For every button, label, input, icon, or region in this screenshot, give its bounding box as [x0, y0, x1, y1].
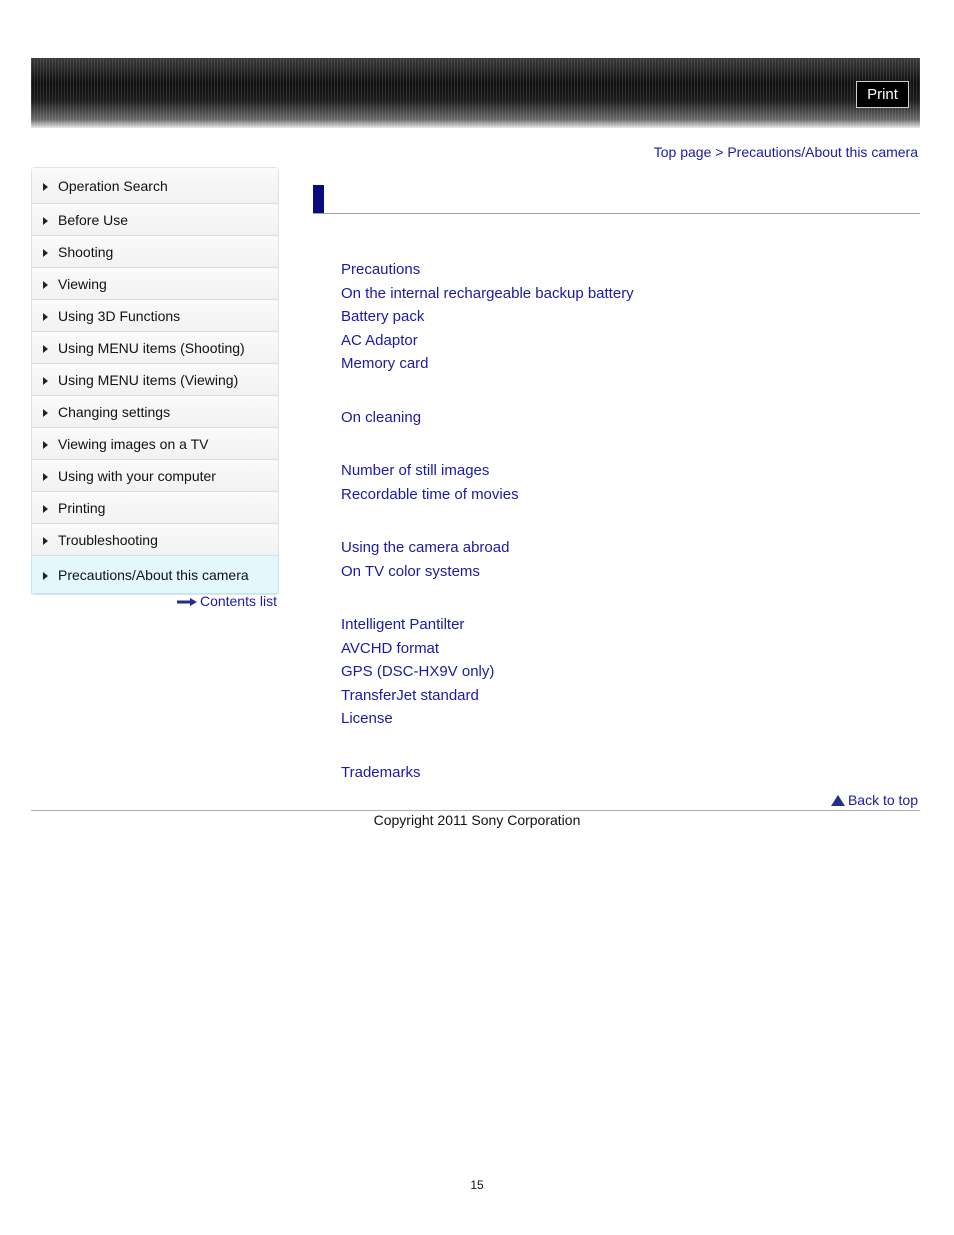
sidebar-nav [31, 167, 279, 595]
sidebar-item-precautions[interactable] [31, 555, 279, 594]
footer-divider [31, 810, 920, 811]
contents-list-label: Contents list [199, 593, 277, 609]
sidebar-item-label: Viewing [58, 275, 107, 292]
header-banner [31, 58, 920, 128]
sidebar-item-printing[interactable] [32, 492, 278, 524]
sidebar-item-label: Precautions/About this camera [58, 566, 249, 583]
sidebar-item-menu-viewing[interactable] [32, 364, 278, 396]
sidebar-item-label: Printing [58, 499, 106, 516]
link-gps[interactable]: GPS (DSC-HX9V only) [341, 663, 495, 680]
sidebar-item-label: Operation Search [58, 177, 168, 194]
link-camera-abroad[interactable]: Using the camera abroad [341, 539, 510, 556]
sidebar-item-operation-search[interactable] [32, 168, 278, 204]
page-number: 15 [470, 1178, 484, 1192]
link-on-cleaning[interactable]: On cleaning [341, 408, 422, 426]
arrow-right-icon [43, 183, 48, 191]
link-group [341, 258, 901, 376]
link-recordable-time[interactable]: Recordable time of movies [341, 485, 519, 503]
arrow-right-icon [43, 441, 48, 449]
triangle-up-icon [831, 795, 845, 806]
contents-list-link[interactable] [175, 593, 277, 609]
link-group [341, 761, 901, 785]
sidebar-item-label: Changing settings [58, 403, 171, 420]
topic-links [341, 258, 901, 814]
sidebar-item-label: Viewing images on a TV [58, 435, 209, 452]
arrow-right-icon [177, 598, 197, 606]
link-ac-adaptor[interactable]: AC Adaptor [341, 331, 418, 349]
link-precautions[interactable]: Precautions [341, 261, 421, 278]
link-trademarks[interactable]: Trademarks [341, 763, 421, 781]
arrow-right-icon [43, 537, 48, 545]
sidebar-item-label: Using MENU items (Shooting) [58, 339, 245, 356]
sidebar-item-menu-shooting[interactable] [32, 332, 278, 364]
link-group [341, 459, 901, 506]
link-pantilter[interactable]: Intelligent Pantilter [341, 616, 465, 633]
arrow-right-icon [43, 345, 48, 353]
sidebar-item-label: Before Use [58, 211, 129, 228]
sidebar-item-label: Shooting [58, 243, 114, 260]
breadcrumb [654, 144, 918, 160]
link-avchd[interactable]: AVCHD format [341, 639, 440, 657]
sidebar-item-label: Using with your computer [58, 467, 216, 484]
back-to-top-label: Back to top [847, 792, 918, 808]
arrow-right-icon [43, 249, 48, 257]
print-button[interactable]: Print [856, 81, 909, 108]
sidebar-item-label: Using MENU items (Viewing) [58, 371, 239, 388]
link-backup-battery[interactable]: On the internal rechargeable backup battery [341, 284, 634, 302]
link-battery-pack[interactable]: Battery pack [341, 308, 425, 325]
link-still-images[interactable]: Number of still images [341, 462, 490, 479]
sidebar-item-label: Using 3D Functions [58, 307, 181, 324]
breadcrumb-top-page-link[interactable]: Top page [653, 144, 712, 160]
link-transferjet[interactable]: TransferJet standard [341, 686, 479, 704]
link-tv-color-systems[interactable]: On TV color systems [341, 562, 480, 580]
back-to-top-link[interactable] [831, 792, 918, 808]
arrow-right-icon [43, 313, 48, 321]
link-group [341, 406, 901, 430]
sidebar-item-viewing-on-tv[interactable] [32, 428, 278, 460]
sidebar-item-changing-settings[interactable] [32, 396, 278, 428]
sidebar-item-label: Troubleshooting [58, 531, 158, 548]
sidebar-item-3d-functions[interactable] [32, 300, 278, 332]
arrow-right-icon [43, 505, 48, 513]
link-group [341, 536, 901, 583]
arrow-right-icon [43, 281, 48, 289]
arrow-right-icon [43, 377, 48, 385]
breadcrumb-current-link[interactable]: Precautions/About this camera [727, 144, 918, 160]
arrow-right-icon [43, 217, 48, 225]
copyright-text: Copyright 2011 Sony Corporation [373, 812, 581, 828]
sidebar-item-computer[interactable] [32, 460, 278, 492]
sidebar-item-viewing[interactable] [32, 268, 278, 300]
breadcrumb-separator: > [715, 144, 724, 160]
title-marker [313, 185, 324, 214]
sidebar-item-before-use[interactable] [32, 204, 278, 236]
link-memory-card[interactable]: Memory card [341, 355, 429, 372]
arrow-right-icon [43, 473, 48, 481]
link-group [341, 613, 901, 731]
arrow-right-icon [43, 409, 48, 417]
arrow-right-icon [43, 572, 48, 580]
title-divider [313, 213, 920, 214]
sidebar-item-shooting[interactable] [32, 236, 278, 268]
link-license[interactable]: License [341, 710, 393, 727]
sidebar-item-troubleshooting[interactable] [32, 524, 278, 556]
